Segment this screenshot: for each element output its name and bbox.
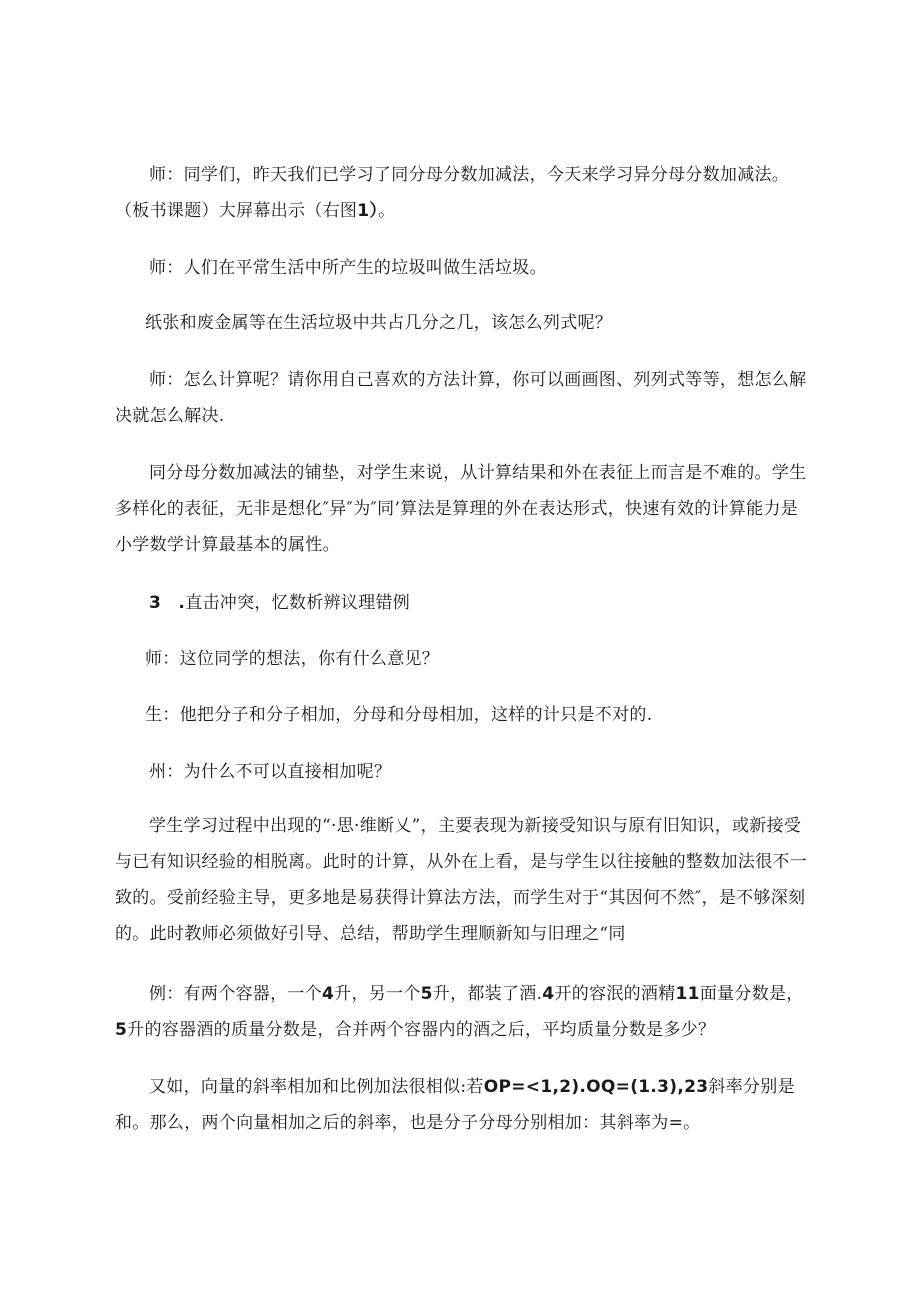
- paragraph-student-answer: 生：他把分子和分子相加，分母和分母相加，这样的计只是不对的.: [145, 705, 653, 725]
- paragraph-teacher-intro: 师：同学们，昨天我们已学习了同分母分数加减法，今天来学习异分母分数加减法。（板书课题）大屏幕出示（右图1）。: [115, 165, 790, 221]
- paragraph-analysis: 同分母分数加减法的铺垫，对学生来说，从计算结果和外在表征上而言是不难的。学生多样化的表征，无非是想化″异″为″同’算法是算理的外在表达形式，快速有效的计算能力是小学数学计算最基本的属性。: [115, 463, 807, 555]
- paragraph-question: 纸张和废金属等在生活垃圾中共占几分之几，该怎么列式呢？: [145, 313, 613, 333]
- paragraph-discussion: 学生学习过程中出现的“·思·维断乂”，主要表现为新接受知识与原有旧知识，或新接受与已有知识经验的相脱离。此时的计算，从外在上看，是与学生以往接触的整数加法很不一致的。受前经验主导，更多地是易获得计算法方法，而学生对于“其因何不然″，是不够深刻的。此时教师必须做好引导、总结，帮助学生理顺新知与旧理之“同: [115, 816, 807, 944]
- paragraph-example: 例：有两个容器，一个4升，另一个5升，都装了酒.4开的容泯的酒精11面量分数是，5升的容器酒的质量分数是，合并两个容器内的酒之后，平均质量分数是多少？: [115, 984, 804, 1040]
- paragraph-vector: 又如，向量的斜率相加和比例加法很相似:若OP=<1,2).OQ=(1.3),23斜率分别是和。那么，两个向量相加之后的斜率，也是分子分母分别相加：其斜率为=。: [115, 1077, 795, 1133]
- paragraph-teacher-opinion: 师：这位同学的想法，你有什么意见？: [145, 649, 440, 669]
- paragraph-teacher-calc: 师：怎么计算呢？请你用自己喜欢的方法计算，你可以画画图、列列式等等，想怎么解决就怎么解决.: [115, 370, 807, 426]
- paragraph-teacher-garbage: 师：人们在平常生活中所产生的垃圾叫做生活垃圾。: [149, 258, 547, 278]
- paragraph-why: 州：为什么不可以直接相加呢？: [149, 762, 392, 782]
- section-heading-3: 3 .直击冲突，忆数析辨议理错例: [149, 593, 411, 613]
